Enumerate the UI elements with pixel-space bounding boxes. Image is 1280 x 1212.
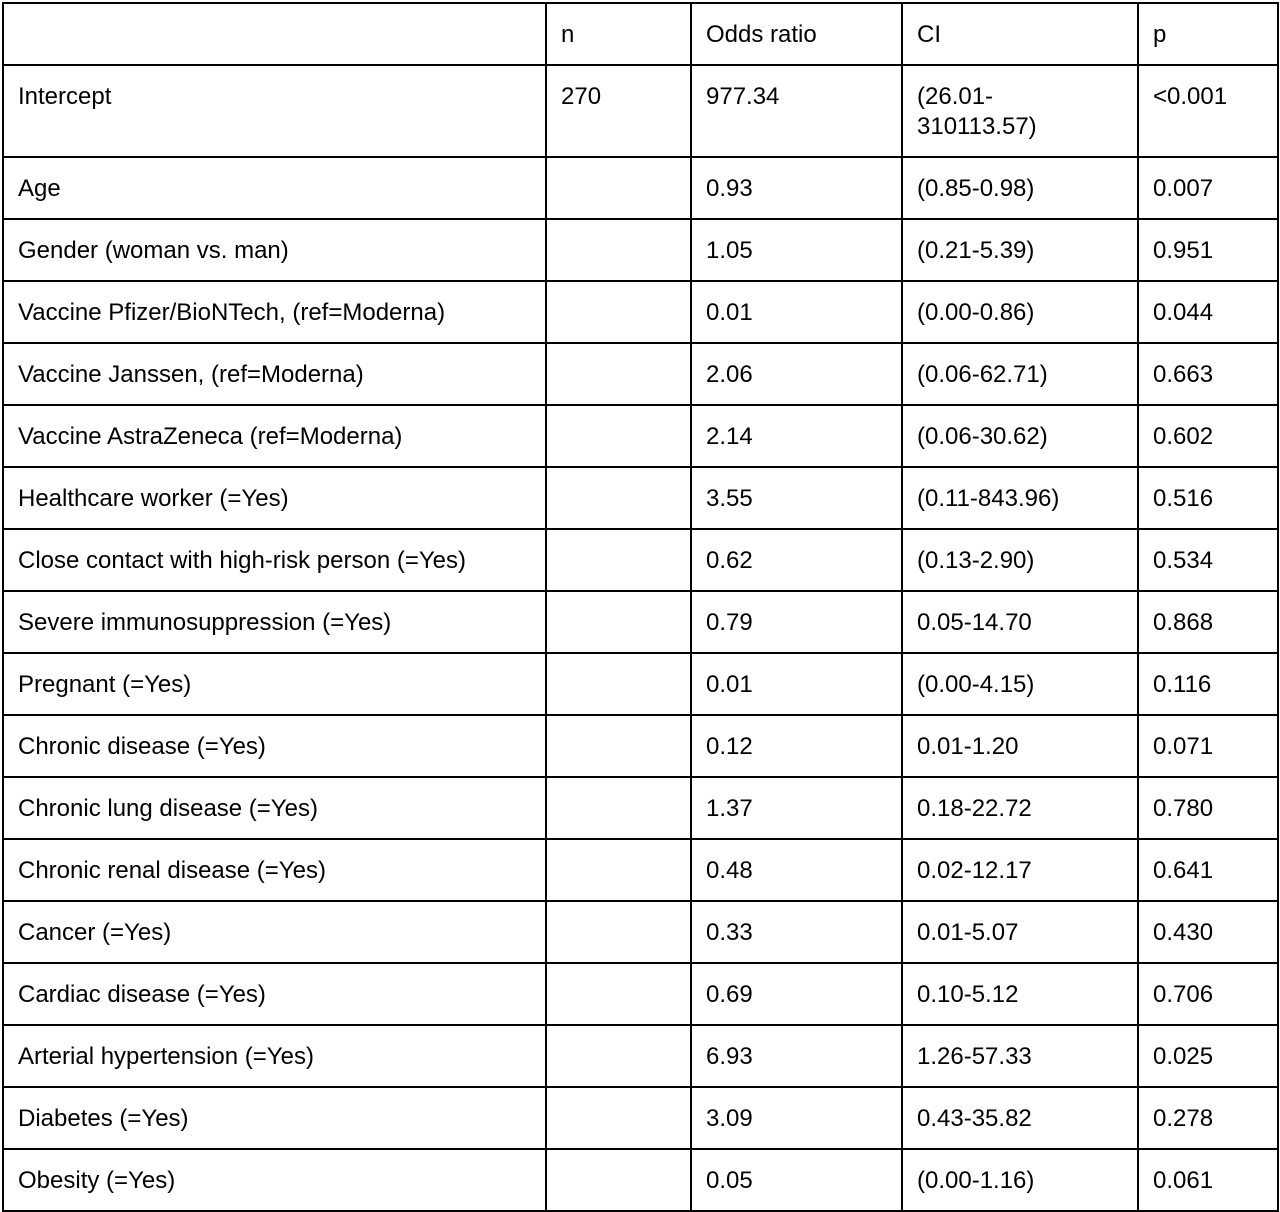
cell-ci: (26.01- 310113.57) (902, 65, 1138, 157)
header-row (3, 3, 1278, 65)
cell-ci: 0.01-1.20 (902, 715, 1138, 777)
cell-odds-ratio: 0.79 (691, 591, 902, 653)
cell-ci: (0.21-5.39) (902, 219, 1138, 281)
cell-odds-ratio: 6.93 (691, 1025, 902, 1087)
cell-variable: Diabetes (=Yes) (3, 1087, 546, 1149)
cell-n (546, 529, 691, 591)
cell-p: 0.780 (1138, 777, 1278, 839)
table-row (3, 343, 1278, 405)
cell-p: 0.868 (1138, 591, 1278, 653)
cell-variable: Age (3, 157, 546, 219)
cell-odds-ratio: 0.12 (691, 715, 902, 777)
cell-variable: Gender (woman vs. man) (3, 219, 546, 281)
cell-p: 0.278 (1138, 1087, 1278, 1149)
cell-n (546, 467, 691, 529)
cell-p: 0.430 (1138, 901, 1278, 963)
cell-variable: Intercept (3, 65, 546, 157)
table-row (3, 281, 1278, 343)
header-cell-odds-ratio: Odds ratio (691, 3, 902, 65)
cell-n (546, 1025, 691, 1087)
cell-odds-ratio: 0.33 (691, 901, 902, 963)
cell-odds-ratio: 977.34 (691, 65, 902, 157)
cell-odds-ratio: 3.09 (691, 1087, 902, 1149)
results-table (2, 2, 1279, 1212)
cell-variable: Cardiac disease (=Yes) (3, 963, 546, 1025)
cell-ci: 0.10-5.12 (902, 963, 1138, 1025)
cell-p: 0.071 (1138, 715, 1278, 777)
cell-n (546, 715, 691, 777)
cell-ci: (0.00-0.86) (902, 281, 1138, 343)
cell-n (546, 219, 691, 281)
table-row (3, 65, 1278, 157)
cell-odds-ratio: 1.05 (691, 219, 902, 281)
cell-variable: Healthcare worker (=Yes) (3, 467, 546, 529)
cell-p: 0.641 (1138, 839, 1278, 901)
cell-ci: (0.13-2.90) (902, 529, 1138, 591)
table-row (3, 715, 1278, 777)
cell-p: 0.602 (1138, 405, 1278, 467)
table-row (3, 1149, 1278, 1211)
cell-p: 0.061 (1138, 1149, 1278, 1211)
cell-p: 0.516 (1138, 467, 1278, 529)
header-cell-variable (3, 3, 546, 65)
cell-n (546, 963, 691, 1025)
cell-odds-ratio: 0.05 (691, 1149, 902, 1211)
cell-p: 0.534 (1138, 529, 1278, 591)
table-row (3, 901, 1278, 963)
table-row (3, 963, 1278, 1025)
cell-variable: Vaccine AstraZeneca (ref=Moderna) (3, 405, 546, 467)
cell-odds-ratio: 0.01 (691, 653, 902, 715)
cell-odds-ratio: 0.69 (691, 963, 902, 1025)
cell-n (546, 343, 691, 405)
table-row (3, 467, 1278, 529)
cell-n: 270 (546, 65, 691, 157)
cell-variable: Close contact with high-risk person (=Yes) (3, 529, 546, 591)
cell-p: 0.007 (1138, 157, 1278, 219)
table-row (3, 839, 1278, 901)
cell-odds-ratio: 0.48 (691, 839, 902, 901)
cell-variable: Obesity (=Yes) (3, 1149, 546, 1211)
cell-ci: 0.18-22.72 (902, 777, 1138, 839)
cell-variable: Chronic disease (=Yes) (3, 715, 546, 777)
cell-n (546, 1087, 691, 1149)
cell-ci: 1.26-57.33 (902, 1025, 1138, 1087)
cell-n (546, 901, 691, 963)
cell-variable: Arterial hypertension (=Yes) (3, 1025, 546, 1087)
cell-odds-ratio: 3.55 (691, 467, 902, 529)
cell-odds-ratio: 2.14 (691, 405, 902, 467)
table-row (3, 1087, 1278, 1149)
cell-p: 0.706 (1138, 963, 1278, 1025)
cell-n (546, 653, 691, 715)
cell-n (546, 1149, 691, 1211)
cell-variable: Vaccine Pfizer/BioNTech, (ref=Moderna) (3, 281, 546, 343)
table-row (3, 591, 1278, 653)
table-body (3, 65, 1278, 1211)
cell-ci: 0.43-35.82 (902, 1087, 1138, 1149)
table-row (3, 529, 1278, 591)
cell-odds-ratio: 2.06 (691, 343, 902, 405)
cell-n (546, 405, 691, 467)
cell-n (546, 839, 691, 901)
header-cell-ci: CI (902, 3, 1138, 65)
cell-odds-ratio: 1.37 (691, 777, 902, 839)
cell-n (546, 281, 691, 343)
cell-p: 0.116 (1138, 653, 1278, 715)
cell-p: 0.951 (1138, 219, 1278, 281)
table-row (3, 777, 1278, 839)
cell-odds-ratio: 0.01 (691, 281, 902, 343)
cell-variable: Chronic renal disease (=Yes) (3, 839, 546, 901)
cell-ci: (0.85-0.98) (902, 157, 1138, 219)
cell-variable: Severe immunosuppression (=Yes) (3, 591, 546, 653)
table-row (3, 405, 1278, 467)
cell-p: 0.044 (1138, 281, 1278, 343)
cell-ci: (0.06-62.71) (902, 343, 1138, 405)
header-cell-n: n (546, 3, 691, 65)
cell-n (546, 157, 691, 219)
cell-variable: Vaccine Janssen, (ref=Moderna) (3, 343, 546, 405)
table-row (3, 157, 1278, 219)
cell-ci: (0.06-30.62) (902, 405, 1138, 467)
table-row (3, 653, 1278, 715)
cell-variable: Chronic lung disease (=Yes) (3, 777, 546, 839)
cell-p: 0.025 (1138, 1025, 1278, 1087)
cell-ci: 0.01-5.07 (902, 901, 1138, 963)
cell-variable: Pregnant (=Yes) (3, 653, 546, 715)
cell-p: <0.001 (1138, 65, 1278, 157)
cell-ci: (0.00-1.16) (902, 1149, 1138, 1211)
cell-ci: 0.02-12.17 (902, 839, 1138, 901)
table-header (3, 3, 1278, 65)
cell-ci: (0.11-843.96) (902, 467, 1138, 529)
cell-odds-ratio: 0.93 (691, 157, 902, 219)
table-row (3, 219, 1278, 281)
cell-ci: 0.05-14.70 (902, 591, 1138, 653)
cell-variable: Cancer (=Yes) (3, 901, 546, 963)
cell-n (546, 591, 691, 653)
cell-p: 0.663 (1138, 343, 1278, 405)
cell-n (546, 777, 691, 839)
header-cell-p: p (1138, 3, 1278, 65)
table-row (3, 1025, 1278, 1087)
cell-ci: (0.00-4.15) (902, 653, 1138, 715)
cell-odds-ratio: 0.62 (691, 529, 902, 591)
